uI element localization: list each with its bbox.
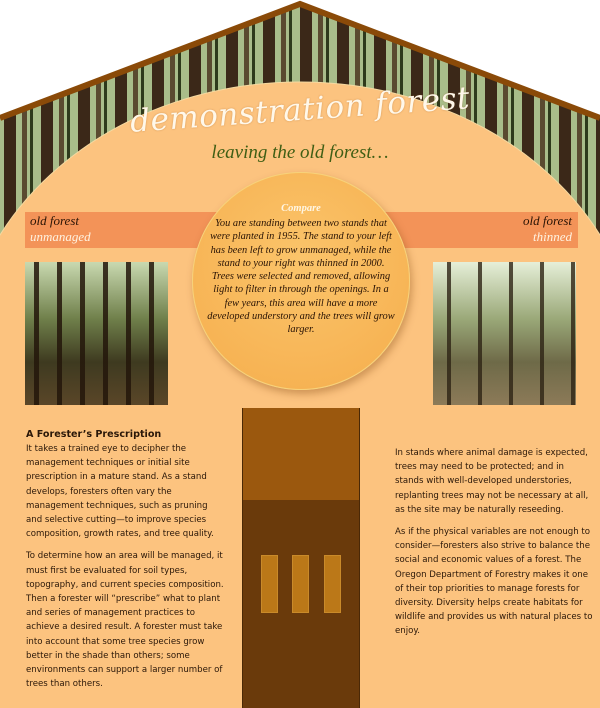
sign-post <box>242 408 360 708</box>
right-stand-status: thinned <box>533 229 572 244</box>
compare-circle <box>192 172 410 390</box>
left-stand-label <box>30 213 91 245</box>
right-text-column <box>395 446 595 647</box>
paragraph: It takes a trained eye to decipher the management techniques or initial site prescription in a mature stand. As a stand develops, foresters often vary the management techniques, such as pruning and selective cutting—to improve species composition, growth rates, and tree quality. <box>26 444 214 540</box>
sign-subtitle: leaving the old forest… <box>211 142 389 163</box>
paragraph: In stands where animal damage is expected, trees may need to be protected; and in stands with well-developed understories, replanting trees may not be necessary at all, as the site may be naturally reseeding. <box>395 448 589 515</box>
right-stand-name: old forest <box>523 213 572 228</box>
compare-text: You are standing between two stands that were planted in 1955. The stand to your left has been left to grow unmanaged, while the stand to your right was thinned in 2000. Trees were selected and removed, allowing light to filter in through the openings. In a few years, this area will have a more developed understory and the trees will grow larger. <box>207 218 395 336</box>
sign-title: demonstration forest <box>128 80 472 140</box>
post-cap <box>243 408 359 500</box>
post-slot <box>292 555 309 613</box>
left-stand-status: unmanaged <box>30 229 91 244</box>
unmanaged-stand-photo <box>25 262 168 405</box>
paragraph: To determine how an area will be managed, it must first be evaluated for soil types, topography, and current species composition. Then a forester will “prescribe” what to plant and series of management practices to achieve a desired result. A forester must take into account that some tree species grow better in the shade than others; some environments can support a larger number of trees than others. <box>26 551 224 690</box>
post-slot <box>324 555 341 613</box>
right-stand-label <box>523 213 572 245</box>
post-slot <box>261 555 278 613</box>
left-stand-name: old forest <box>30 213 79 228</box>
section-heading: A Forester’s Prescription <box>26 429 162 440</box>
thinned-stand-photo <box>433 262 576 405</box>
left-text-column <box>26 428 226 699</box>
paragraph: As if the physical variables are not enough to consider—foresters also strive to balance the social and economic values of a forest. The Oregon Department of Forestry makes it one of their top priorities to manage forests for diversity. Diversity helps create habitats for wildlife and provides us with natural places to enjoy. <box>395 527 593 637</box>
compare-title: Compare <box>281 203 321 214</box>
